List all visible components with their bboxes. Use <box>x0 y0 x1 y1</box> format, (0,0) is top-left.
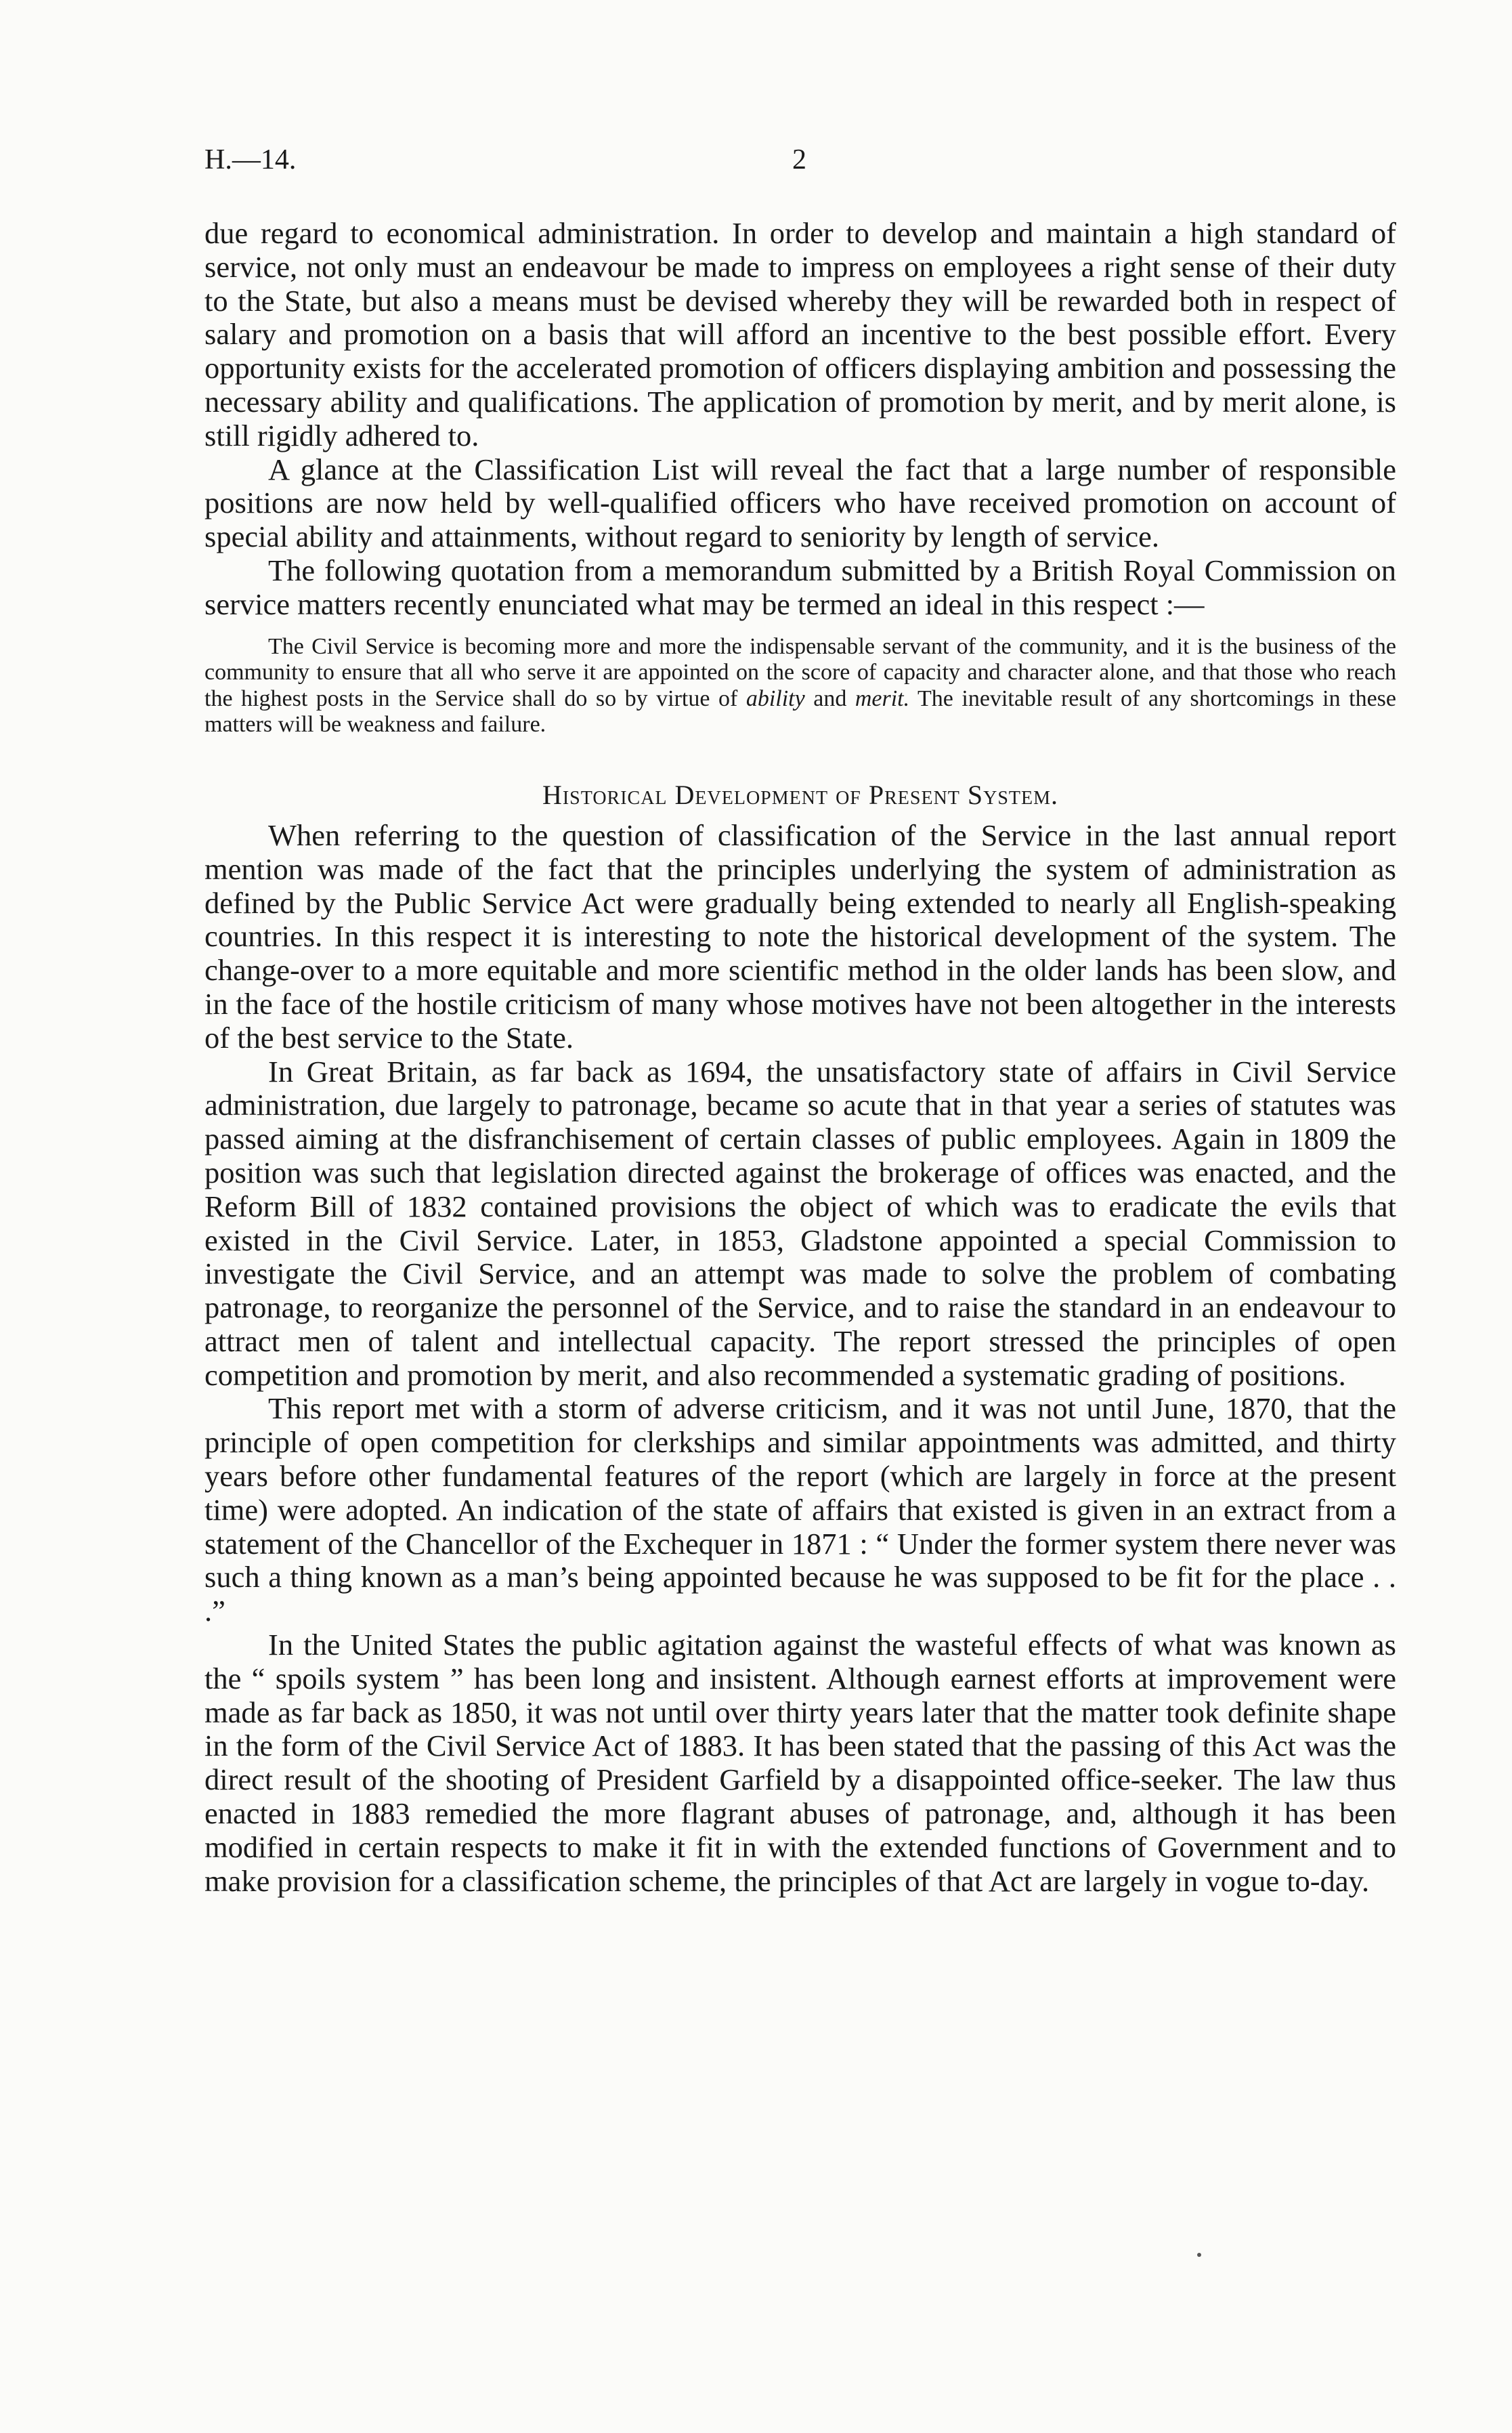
document-page <box>204 144 1396 1898</box>
paragraph-great-britain: In Great Britain, as far back as 1694, the unsatisfactory state of affairs in Civil Service administration, due largely to patronage, became so acute that in that year a series of statutes was passed aiming at the disfranchisement of certain classes of public employees. Again in 1809 the position was such that legislation directed against the brokerage of offices was enacted, and the Reform Bill of 1832 contained provisions the object of which was to eradicate the evils that existed in the Civil Service. Later, in 1853, Gladstone appointed a special Commission to investigate the Civil Service, and an attempt was made to solve the problem of combating patronage, to reorganize the personnel of the Service, and to raise the standard in an endeavour to attract men of talent and intellectual capacity. The report stressed the principles of open competition and promotion by merit, and also recommended a systematic grading of positions. <box>204 1054 1396 1392</box>
quote-text-and: and <box>804 685 855 711</box>
paragraph-quotation-intro: The following quotation from a memorandum submitted by a British Royal Commission on service matters recently enunciated what may be termed an ideal in this respect :— <box>204 553 1396 621</box>
paragraph-united-states: In the United States the public agitation against the wasteful effects of what was known as the “ spoils system ” has been long and insistent. Although earnest efforts at improvement were made as far back as 1850, it was not until over thirty years later that the matter took definite shape in the form of the Civil Service Act of 1883. It has been stated that the passing of this Act was the direct result of the shooting of President Garfield by a disappointed office-seeker. The law thus enacted in 1883 remedied the more flagrant abuses of patronage, and, although it has been modified in certain respects to make it fit in with the extended functions of Government and to make provision for a classification scheme, the principles of that Act are largely in vogue to-day. <box>204 1628 1396 1898</box>
document-id: H.—14. <box>204 144 297 175</box>
section-heading: Historical Development of Present System. <box>542 779 1059 810</box>
paragraph-report-criticism: This report met with a storm of adverse criticism, and it was not until June, 1870, that the principle of open competition for clerkships and similar appointments was admitted, and thirty years before other fundamental features of the report (which are largely in force at the present time) were adopted. An indication of the state of affairs that existed is given in an extract from a statement of the Chancellor of the Exchequer in 1871 : “ Under the former system there never was such a thing known as a man’s being appointed because he was supposed to be fit for the place . . .” <box>204 1391 1396 1628</box>
quote-text-part2: The inevitable result of any shortcomings in these matters will be weakness and failure. <box>204 685 1397 738</box>
quote-text-part1: The Civil Service is becoming more and more the indispensable servant of the community, and it is the business of the community to ensure that all who serve it are appointed on the score of capacity and character alone, and that those who reach the highest posts in the Service shall do so by virtue of <box>204 633 1396 711</box>
page-number: 2 <box>792 144 806 175</box>
paragraph-continuation: due regard to economical administration. In order to develop and maintain a high standard of service, not only must an endeavour be made to impress on employees a right sense of their duty to the State, but also a means must be devised whereby they will be rewarded both in respect of salary and promotion on a basis that will afford an incentive to the best possible effort. Every opportunity exists for the accelerated promotion of officers displaying ambition and possessing the necessary ability and qualifications. The application of promotion by merit, and by merit alone, is still rigidly adhered to. <box>204 216 1396 452</box>
quote-emphasis-merit: merit. <box>855 685 910 711</box>
paragraph-classification-list: A glance at the Classification List will reveal the fact that a large number of responsible positions are now held by well-qualified officers who have received promotion on account of special ability and attainments, without regard to seniority by length of service. <box>204 452 1396 554</box>
quote-emphasis-ability: ability <box>746 685 805 711</box>
paragraph-classification-history: When referring to the question of classification of the Service in the last annual report mention was made of the fact that the principles underlying the system of administration as defined by the Public Service Act were gradually being extended to nearly all English-speaking countries. In this respect it is interesting to note the historical development of the system. The change-over to a more equitable and more scientific method in the older lands has been slow, and in the face of the hostile criticism of many whose motives have not been altogether in the interests of the best service to the State. <box>204 818 1396 1055</box>
margin-mark <box>1197 2253 1201 2257</box>
block-quote <box>204 634 1396 738</box>
page-header <box>204 144 1396 198</box>
